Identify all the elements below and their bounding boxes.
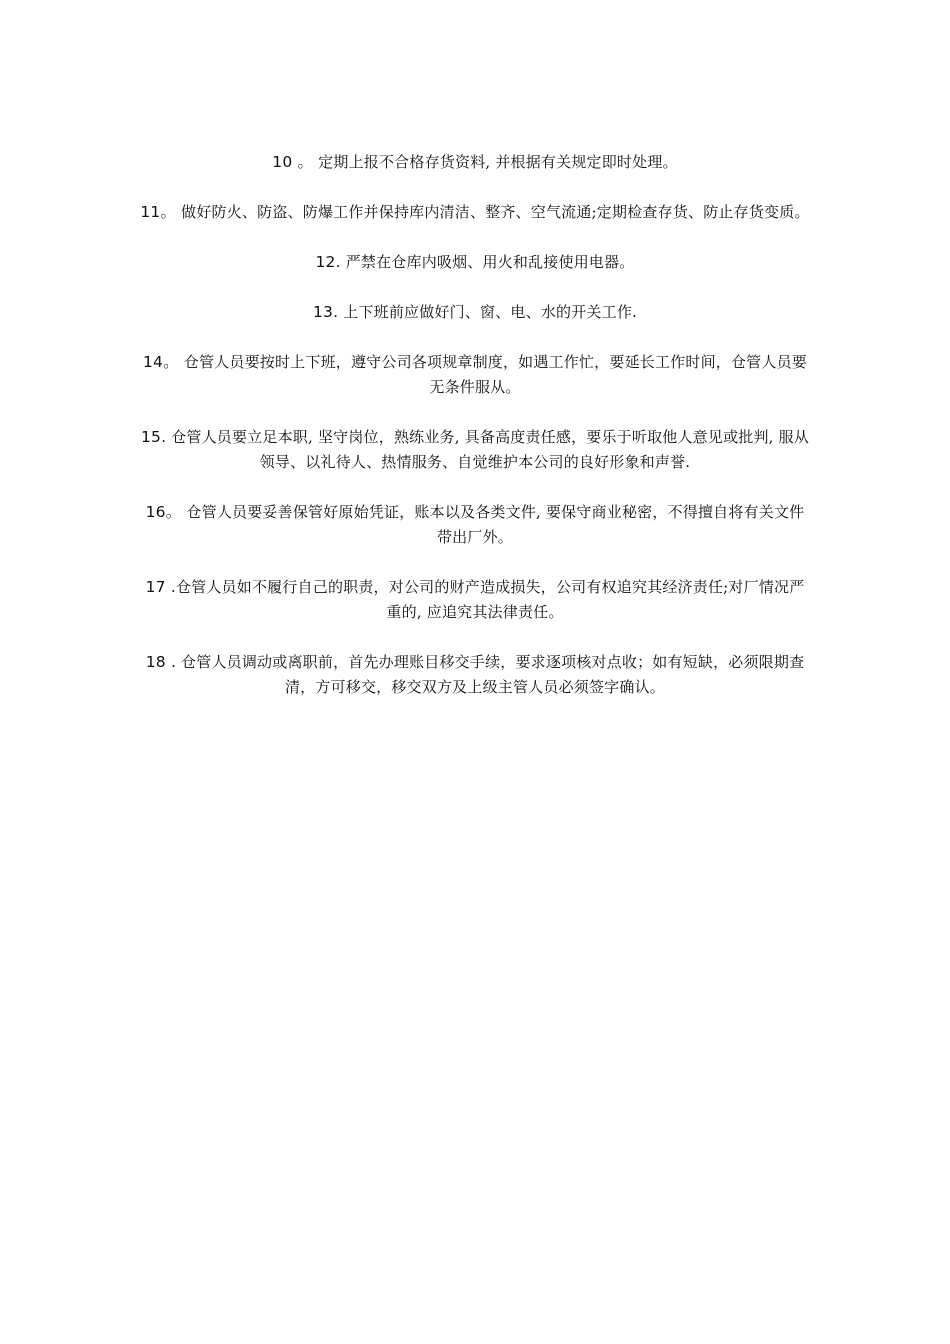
rule-number: 15. — [140, 428, 167, 446]
rule-item-10 — [140, 150, 810, 175]
rule-text: 严禁在仓库内吸烟、用火和乱接使用电器。 — [340, 253, 635, 271]
rule-number: 12. — [315, 253, 341, 271]
rule-number: 16。 — [145, 503, 182, 521]
rule-text: 仓管人员调动或离职前，首先办理账目移交手续，要求逐项核对点收；如有短缺，必须限期查清，方可移交，移交双方及上级主管人员必须签字确认。 — [176, 653, 805, 696]
rule-text: 上下班前应做好门、窗、电、水的开关工作. — [338, 303, 637, 321]
rule-item-18 — [140, 650, 810, 700]
rule-number: 11。 — [140, 203, 177, 221]
rule-number: 17 . — [145, 578, 176, 596]
rule-number: 10 。 — [272, 153, 314, 171]
rules-list — [140, 150, 810, 725]
rule-text: 仓管人员如不履行自己的职责，对公司的财产造成损失，公司有权追究其经济责任;对厂情况严重的, 应追究其法律责任。 — [175, 578, 805, 621]
rule-text: 仓管人员要立足本职, 坚守岗位，熟练业务, 具备高度责任感，要乐于听取他人意见或批判, 服从领导、以礼待人、热情服务、自觉维护本公司的良好形象和声誉. — [166, 428, 810, 471]
rule-item-17 — [140, 575, 810, 625]
rule-text: 仓管人员要按时上下班，遵守公司各项规章制度，如遇工作忙，要延长工作时间，仓管人员要无条件服从。 — [178, 353, 807, 396]
rule-number: 18 . — [145, 653, 177, 671]
rule-number: 14。 — [142, 353, 179, 371]
rule-text: 定期上报不合格存货资料, 并根据有关规定即时处理。 — [313, 153, 678, 171]
rule-item-14 — [140, 350, 810, 400]
rule-number: 13. — [312, 303, 339, 321]
rule-item-11 — [140, 200, 810, 225]
rule-item-13 — [140, 300, 810, 325]
rule-item-15 — [140, 425, 810, 475]
rule-item-12 — [140, 250, 810, 275]
rule-item-16 — [140, 500, 810, 550]
rule-text: 仓管人员要妥善保管好原始凭证，账本以及各类文件, 要保守商业秘密，不得擅自将有关文件带出厂外。 — [181, 503, 805, 546]
rule-text: 做好防火、防盗、防爆工作并保持库内清洁、整齐、空气流通;定期检查存货、防止存货变质。 — [176, 203, 810, 221]
